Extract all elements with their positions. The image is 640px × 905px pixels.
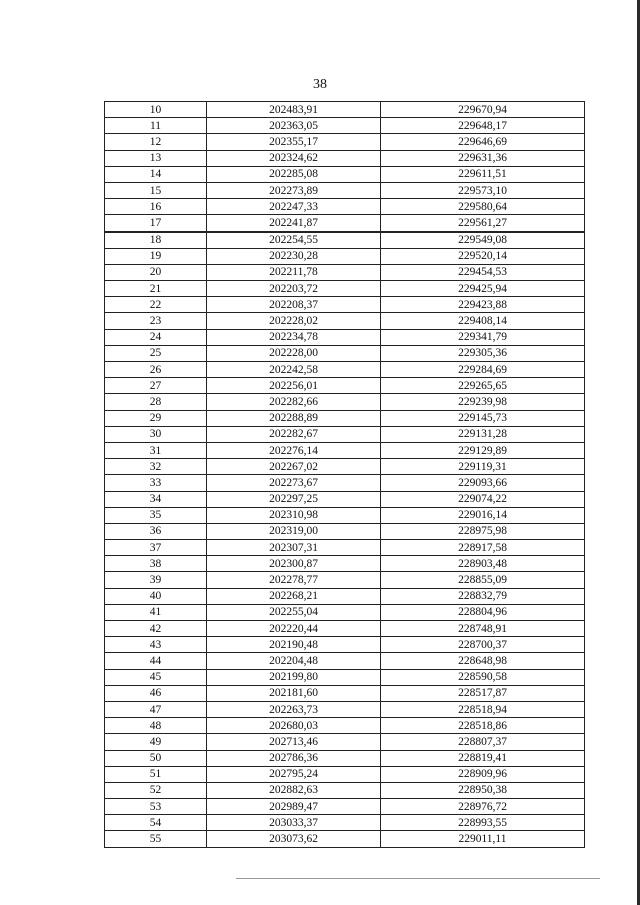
y-coordinate-cell: 228950,38 (381, 782, 585, 798)
x-coordinate-cell: 203073,62 (207, 831, 381, 847)
x-coordinate-cell: 202263,73 (207, 701, 381, 717)
scan-bottom-line (236, 878, 600, 879)
y-coordinate-cell: 229145,73 (381, 410, 585, 426)
point-number-cell: 14 (105, 166, 207, 182)
y-coordinate-cell: 228819,41 (381, 750, 585, 766)
y-coordinate-cell: 228855,09 (381, 572, 585, 588)
table-row (105, 118, 585, 134)
y-coordinate-cell: 229011,11 (381, 831, 585, 847)
point-number-cell: 26 (105, 362, 207, 378)
table-row (105, 556, 585, 572)
table-row (105, 507, 585, 523)
table-row (105, 394, 585, 410)
table-row (105, 102, 585, 118)
x-coordinate-cell: 202241,87 (207, 215, 381, 232)
y-coordinate-cell: 228975,98 (381, 523, 585, 539)
x-coordinate-cell: 202190,48 (207, 637, 381, 653)
y-coordinate-cell: 229341,79 (381, 329, 585, 345)
y-coordinate-cell: 228648,98 (381, 653, 585, 669)
table-row (105, 150, 585, 166)
x-coordinate-cell: 202483,91 (207, 102, 381, 118)
table-row (105, 215, 585, 232)
x-coordinate-cell: 202234,78 (207, 329, 381, 345)
table-row (105, 313, 585, 329)
table-row (105, 621, 585, 637)
point-number-cell: 50 (105, 750, 207, 766)
y-coordinate-cell: 229573,10 (381, 182, 585, 198)
x-coordinate-cell: 202276,14 (207, 442, 381, 458)
table-row (105, 134, 585, 150)
x-coordinate-cell: 202310,98 (207, 507, 381, 523)
table-row (105, 264, 585, 280)
table-row (105, 734, 585, 750)
point-number-cell: 35 (105, 507, 207, 523)
y-coordinate-cell: 229239,98 (381, 394, 585, 410)
y-coordinate-cell: 228909,96 (381, 766, 585, 782)
y-coordinate-cell: 229611,51 (381, 166, 585, 182)
point-number-cell: 49 (105, 734, 207, 750)
coordinates-table (104, 101, 585, 848)
y-coordinate-cell: 229119,31 (381, 459, 585, 475)
point-number-cell: 52 (105, 782, 207, 798)
point-number-cell: 27 (105, 378, 207, 394)
point-number-cell: 54 (105, 815, 207, 831)
x-coordinate-cell: 202204,48 (207, 653, 381, 669)
point-number-cell: 33 (105, 475, 207, 491)
table-row (105, 199, 585, 215)
point-number-cell: 15 (105, 182, 207, 198)
x-coordinate-cell: 202208,37 (207, 297, 381, 313)
y-coordinate-cell: 229305,36 (381, 345, 585, 361)
coordinates-table-body (105, 102, 585, 848)
point-number-cell: 11 (105, 118, 207, 134)
table-row (105, 442, 585, 458)
x-coordinate-cell: 202211,78 (207, 264, 381, 280)
table-row (105, 750, 585, 766)
y-coordinate-cell: 229131,28 (381, 426, 585, 442)
y-coordinate-cell: 228832,79 (381, 588, 585, 604)
point-number-cell: 16 (105, 199, 207, 215)
point-number-cell: 22 (105, 297, 207, 313)
x-coordinate-cell: 202242,58 (207, 362, 381, 378)
y-coordinate-cell: 228518,94 (381, 701, 585, 717)
x-coordinate-cell: 202319,00 (207, 523, 381, 539)
y-coordinate-cell: 229580,64 (381, 199, 585, 215)
point-number-cell: 21 (105, 281, 207, 297)
point-number-cell: 34 (105, 491, 207, 507)
table-row (105, 475, 585, 491)
point-number-cell: 55 (105, 831, 207, 847)
table-row (105, 329, 585, 345)
table-row (105, 281, 585, 297)
point-number-cell: 17 (105, 215, 207, 232)
x-coordinate-cell: 202203,72 (207, 281, 381, 297)
point-number-cell: 10 (105, 102, 207, 118)
table-row (105, 669, 585, 685)
x-coordinate-cell: 202228,00 (207, 345, 381, 361)
y-coordinate-cell: 229074,22 (381, 491, 585, 507)
point-number-cell: 32 (105, 459, 207, 475)
table-row (105, 166, 585, 182)
y-coordinate-cell: 228917,58 (381, 540, 585, 556)
x-coordinate-cell: 202297,25 (207, 491, 381, 507)
x-coordinate-cell: 202278,77 (207, 572, 381, 588)
table-row (105, 182, 585, 198)
point-number-cell: 43 (105, 637, 207, 653)
x-coordinate-cell: 202255,04 (207, 604, 381, 620)
x-coordinate-cell: 202288,89 (207, 410, 381, 426)
y-coordinate-cell: 229520,14 (381, 248, 585, 264)
y-coordinate-cell: 228804,96 (381, 604, 585, 620)
x-coordinate-cell: 202300,87 (207, 556, 381, 572)
table-row (105, 345, 585, 361)
x-coordinate-cell: 202247,33 (207, 199, 381, 215)
table-row (105, 782, 585, 798)
y-coordinate-cell: 229423,88 (381, 297, 585, 313)
table-row (105, 426, 585, 442)
y-coordinate-cell: 229561,27 (381, 215, 585, 232)
point-number-cell: 37 (105, 540, 207, 556)
x-coordinate-cell: 202989,47 (207, 799, 381, 815)
point-number-cell: 42 (105, 621, 207, 637)
point-number-cell: 47 (105, 701, 207, 717)
table-row (105, 637, 585, 653)
point-number-cell: 30 (105, 426, 207, 442)
table-row (105, 718, 585, 734)
table-row (105, 815, 585, 831)
x-coordinate-cell: 202882,63 (207, 782, 381, 798)
point-number-cell: 40 (105, 588, 207, 604)
x-coordinate-cell: 202680,03 (207, 718, 381, 734)
table-row (105, 459, 585, 475)
x-coordinate-cell: 202256,01 (207, 378, 381, 394)
table-row (105, 572, 585, 588)
y-coordinate-cell: 228518,86 (381, 718, 585, 734)
point-number-cell: 31 (105, 442, 207, 458)
table-row (105, 491, 585, 507)
y-coordinate-cell: 229129,89 (381, 442, 585, 458)
x-coordinate-cell: 202307,31 (207, 540, 381, 556)
point-number-cell: 46 (105, 685, 207, 701)
x-coordinate-cell: 202273,89 (207, 182, 381, 198)
y-coordinate-cell: 229646,69 (381, 134, 585, 150)
x-coordinate-cell: 202713,46 (207, 734, 381, 750)
x-coordinate-cell: 202199,80 (207, 669, 381, 685)
x-coordinate-cell: 202254,55 (207, 232, 381, 249)
y-coordinate-cell: 229093,66 (381, 475, 585, 491)
x-coordinate-cell: 202181,60 (207, 685, 381, 701)
x-coordinate-cell: 202230,28 (207, 248, 381, 264)
x-coordinate-cell: 202282,66 (207, 394, 381, 410)
x-coordinate-cell: 202795,24 (207, 766, 381, 782)
table-row (105, 831, 585, 847)
x-coordinate-cell: 202363,05 (207, 118, 381, 134)
x-coordinate-cell: 202324,62 (207, 150, 381, 166)
x-coordinate-cell: 202355,17 (207, 134, 381, 150)
table-row (105, 604, 585, 620)
y-coordinate-cell: 228976,72 (381, 799, 585, 815)
point-number-cell: 19 (105, 248, 207, 264)
table-row (105, 232, 585, 249)
table-row (105, 378, 585, 394)
point-number-cell: 45 (105, 669, 207, 685)
point-number-cell: 36 (105, 523, 207, 539)
table-row (105, 248, 585, 264)
y-coordinate-cell: 228590,58 (381, 669, 585, 685)
y-coordinate-cell: 229425,94 (381, 281, 585, 297)
y-coordinate-cell: 228748,91 (381, 621, 585, 637)
x-coordinate-cell: 203033,37 (207, 815, 381, 831)
y-coordinate-cell: 228993,55 (381, 815, 585, 831)
y-coordinate-cell: 228700,37 (381, 637, 585, 653)
point-number-cell: 25 (105, 345, 207, 361)
table-row (105, 588, 585, 604)
point-number-cell: 18 (105, 232, 207, 249)
point-number-cell: 44 (105, 653, 207, 669)
y-coordinate-cell: 229016,14 (381, 507, 585, 523)
table-row (105, 410, 585, 426)
x-coordinate-cell: 202285,08 (207, 166, 381, 182)
table-row (105, 799, 585, 815)
point-number-cell: 51 (105, 766, 207, 782)
point-number-cell: 23 (105, 313, 207, 329)
y-coordinate-cell: 229265,65 (381, 378, 585, 394)
y-coordinate-cell: 229454,53 (381, 264, 585, 280)
point-number-cell: 28 (105, 394, 207, 410)
x-coordinate-cell: 202282,67 (207, 426, 381, 442)
table-row (105, 362, 585, 378)
point-number-cell: 48 (105, 718, 207, 734)
x-coordinate-cell: 202273,67 (207, 475, 381, 491)
table-row (105, 766, 585, 782)
y-coordinate-cell: 228903,48 (381, 556, 585, 572)
x-coordinate-cell: 202267,02 (207, 459, 381, 475)
x-coordinate-cell: 202786,36 (207, 750, 381, 766)
x-coordinate-cell: 202268,21 (207, 588, 381, 604)
point-number-cell: 39 (105, 572, 207, 588)
y-coordinate-cell: 229284,69 (381, 362, 585, 378)
point-number-cell: 29 (105, 410, 207, 426)
y-coordinate-cell: 229631,36 (381, 150, 585, 166)
x-coordinate-cell: 202220,44 (207, 621, 381, 637)
table-row (105, 685, 585, 701)
y-coordinate-cell: 229408,14 (381, 313, 585, 329)
y-coordinate-cell: 228807,37 (381, 734, 585, 750)
point-number-cell: 41 (105, 604, 207, 620)
table-row (105, 701, 585, 717)
point-number-cell: 24 (105, 329, 207, 345)
table-row (105, 540, 585, 556)
point-number-cell: 12 (105, 134, 207, 150)
point-number-cell: 13 (105, 150, 207, 166)
point-number-cell: 53 (105, 799, 207, 815)
point-number-cell: 20 (105, 264, 207, 280)
y-coordinate-cell: 228517,87 (381, 685, 585, 701)
y-coordinate-cell: 229549,08 (381, 232, 585, 249)
table-row (105, 297, 585, 313)
page-number: 38 (313, 77, 327, 92)
x-coordinate-cell: 202228,02 (207, 313, 381, 329)
point-number-cell: 38 (105, 556, 207, 572)
y-coordinate-cell: 229670,94 (381, 102, 585, 118)
table-row (105, 653, 585, 669)
table-row (105, 523, 585, 539)
y-coordinate-cell: 229648,17 (381, 118, 585, 134)
